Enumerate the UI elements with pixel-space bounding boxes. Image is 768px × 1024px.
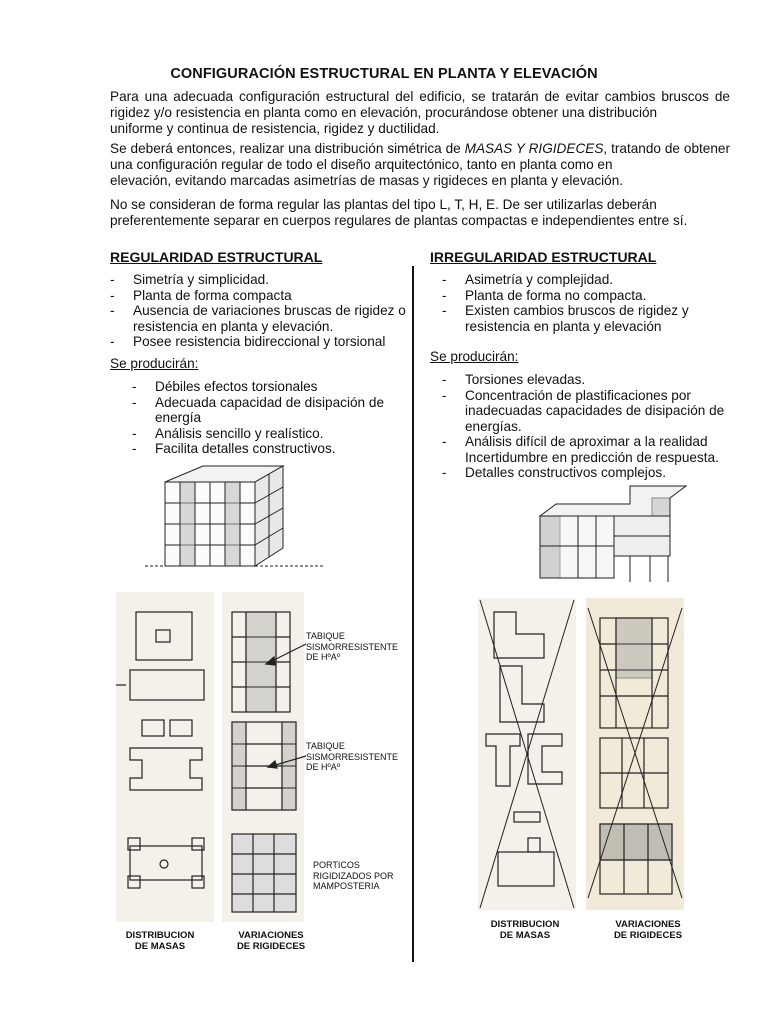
regular-mass-plans [116,592,214,922]
regular-building-sketch [143,462,325,572]
porticos-label [313,860,394,892]
regular-produce-label: Se producirán: [110,356,199,371]
list-item: - Torsiones elevadas. [442,372,747,388]
caption-line: DE RIGIDECES [613,930,683,941]
tabique-label-2-line: DE HºAº [306,762,341,772]
list-item: - Ausencia de variaciones bruscas de rigidez o resistencia en planta y elevación. [110,303,410,334]
regular-caption-rigideces [224,930,318,952]
caption-line: DE MASAS [499,930,551,941]
p3-last-line: preferentemente separar en cuerpos regulares de plantas compactas e independientes entre sí. [110,213,688,228]
page-title: CONFIGURACIÓN ESTRUCTURAL EN PLANTA Y ELEVACIÓN [170,66,598,82]
tabique-label-1-line: SISMORRESISTENTE [306,641,399,652]
list-item: - Existen cambios bruscos de rigidez y resistencia en planta y elevación [442,303,747,334]
porticos-label-line: MAMPOSTERIA [313,881,380,891]
list-item: - Simetría y simplicidad. [110,272,410,288]
irregular-produce-list [442,372,747,481]
tabique-label-1-line: DE HºAº [306,652,341,662]
column-divider [412,266,414,962]
list-item: - Análisis difícil de aproximar a la realidad Incertidumbre en predicción de respuesta. [442,434,747,465]
regularity-heading: REGULARIDAD ESTRUCTURAL [110,249,323,265]
list-item: - Débiles efectos torsionales [132,379,412,395]
porticos-label-line: RIGIDIZADOS POR [313,870,394,881]
tabique-label-2-line: TABIQUE [306,741,345,751]
list-item: - Planta de forma compacta [110,288,410,304]
caption-line: DE RIGIDECES [236,941,306,952]
irregular-caption-rigideces [598,919,698,941]
irregular-produce-label: Se producirán: [430,349,519,364]
caption-line: VARIACIONES [238,930,304,941]
tabique-label-1-line: TABIQUE [306,631,345,641]
intro-paragraph-2 [110,141,730,189]
tabique-label-1 [306,631,398,663]
p1-body: Para una adecuada configuración estructural del edificio, se tratarán de evitar cambios bruscos de rigidez y/o resistencia en planta como en elevación, procurándose obtener una distribución [110,89,730,120]
regular-caption-masas [115,930,205,952]
intro-paragraph-3 [110,197,730,229]
porticos-label-line: PORTICOS [313,860,360,870]
irregularity-list [442,272,747,334]
list-item: - Facilita detalles constructivos. [132,441,412,457]
caption-line: DISTRIBUCION [490,919,560,930]
list-item: - Análisis sencillo y realístico. [132,426,412,442]
list-item: - Asimetría y complejidad. [442,272,747,288]
list-item: - Posee resistencia bidireccional y torsional [110,334,410,350]
list-item: - Detalles constructivos complejos. [442,465,747,481]
caption-line: DISTRIBUCION [125,930,195,941]
p2-last-line: elevación, evitando marcadas asimetrías de masas y rigideces en planta y elevación. [110,173,624,188]
tabique-label-2-line: SISMORRESISTENTE [306,751,399,762]
p1-last-line: uniforme y continua de resistencia, rigidez y ductilidad. [110,121,440,136]
list-item: - Planta de forma no compacta. [442,288,747,304]
irregular-caption-masas [478,919,572,941]
irregularity-heading: IRREGULARIDAD ESTRUCTURAL [430,249,657,265]
caption-line: VARIACIONES [615,919,681,930]
list-item: - Concentración de plastificaciones por inadecuadas capacidades de disipación de energías. [442,388,747,435]
irregular-mass-plans [478,598,576,910]
tabique-label-2 [306,741,398,773]
intro-paragraph-1 [110,89,730,137]
list-item: - Adecuada capacidad de disipación de energía [132,395,412,426]
p2-emphasis: MASAS Y RIGIDECES [464,141,604,156]
p3-body: No se consideran de forma regular las plantas del tipo L, T, H, E. De ser utilizarlas deberán [110,197,657,212]
pointer-arrows [262,640,308,770]
p2-post: , tratando de obtener una configuración regular de todo el diseño arquitectónico, tanto en planta como en [110,141,730,172]
regularity-list [110,272,410,350]
irregular-stiffness-elevations [586,598,684,910]
regular-produce-list [132,379,412,457]
caption-line: DE MASAS [134,941,186,952]
irregular-building-sketch [530,482,696,584]
p2-pre: Se deberá entonces, realizar una distribución simétrica de [110,141,465,156]
